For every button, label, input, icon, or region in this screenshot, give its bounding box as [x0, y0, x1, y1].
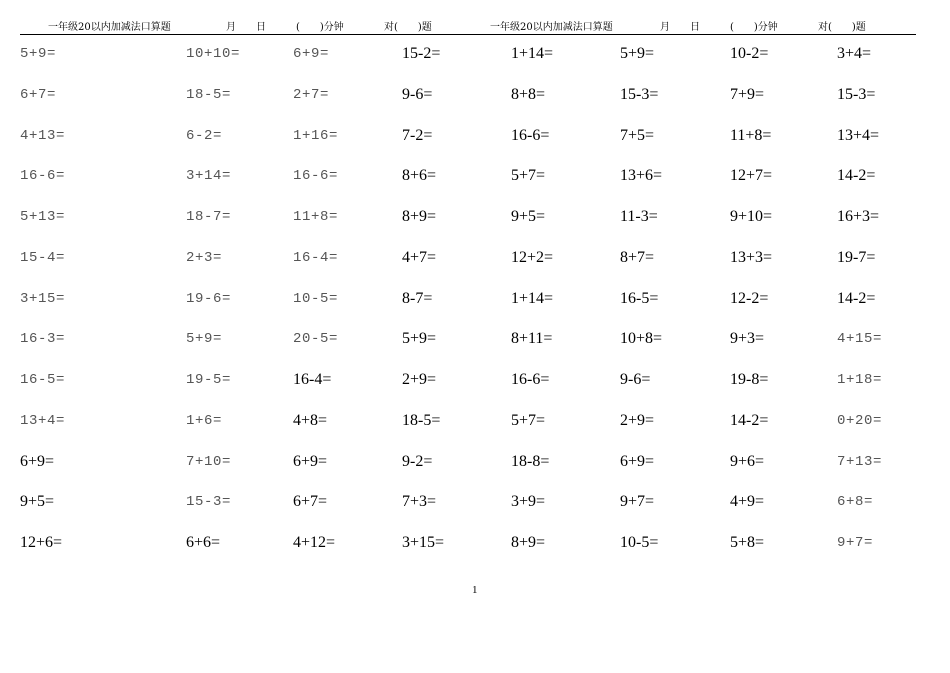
math-problem: 4+8=: [293, 411, 328, 429]
math-problem: 15-4=: [20, 249, 66, 266]
math-problem: 5+9=: [402, 330, 437, 348]
math-problem: 9+7=: [620, 493, 655, 511]
math-problem: 10-5=: [620, 534, 659, 551]
math-problem: 19-7=: [837, 248, 876, 266]
math-problem: 3+15=: [402, 534, 445, 551]
math-problem: 13+4=: [837, 126, 880, 144]
math-problem: 8+7=: [620, 248, 655, 266]
math-problem: 10-5=: [293, 290, 339, 307]
math-problem: 9-6=: [620, 371, 651, 388]
math-problem: 16+3=: [837, 208, 880, 225]
math-problem: 5+13=: [20, 209, 66, 225]
math-problem: 2+7=: [293, 86, 330, 103]
math-problem: 8+9=: [511, 534, 546, 551]
math-problem: 9-2=: [402, 452, 433, 470]
math-problem: 7-2=: [402, 126, 433, 144]
math-problem: 19-5=: [186, 372, 232, 388]
math-problem: 9+6=: [730, 452, 765, 470]
math-problem: 18-5=: [402, 411, 441, 429]
math-problem: 9-6=: [402, 85, 433, 103]
math-problem: 6+7=: [293, 493, 328, 511]
worksheet-title-right: 一年级20以内加减法口算题: [490, 22, 613, 33]
math-problem: 16-4=: [293, 371, 332, 388]
math-problem: 4+7=: [402, 248, 437, 266]
math-problem: 20-5=: [293, 331, 339, 348]
math-problem: 15-2=: [402, 45, 441, 62]
day-label-left: 日: [256, 22, 266, 33]
math-problem: 16-4=: [293, 249, 339, 266]
math-problem: 1+14=: [511, 289, 554, 307]
math-problem: 13+3=: [730, 248, 773, 266]
math-problem: 16-5=: [620, 289, 659, 307]
math-problem: 9+7=: [837, 535, 874, 551]
math-problem: 8-7=: [402, 289, 433, 307]
math-problem: 18-7=: [186, 209, 232, 225]
math-problem: 12+7=: [730, 167, 773, 185]
math-problem: 2+9=: [620, 411, 655, 429]
math-problem: 13+6=: [620, 167, 663, 185]
math-problem: 8+8=: [511, 85, 546, 103]
math-problem: 5+8=: [730, 534, 765, 551]
math-problem: 2+3=: [186, 249, 223, 266]
math-problem: 7+13=: [837, 453, 883, 470]
math-problem: 4+13=: [20, 127, 66, 144]
math-problem: 16-5=: [20, 372, 66, 388]
math-problem: 5+7=: [511, 167, 546, 185]
math-problem: 18-8=: [511, 452, 550, 470]
math-problem: 6+9=: [20, 452, 55, 470]
math-problem: 12+6=: [20, 534, 63, 551]
month-label-right: 月: [660, 22, 670, 33]
math-problem: 13+4=: [20, 412, 66, 429]
math-problem: 6+6=: [186, 534, 221, 551]
math-problem: 15-3=: [186, 494, 232, 511]
math-problem: 4+15=: [837, 331, 883, 348]
math-problem: 12-2=: [730, 289, 769, 307]
math-problem: 6+8=: [837, 494, 874, 511]
math-problem: 0+20=: [837, 412, 883, 429]
math-problem: 19-6=: [186, 290, 232, 307]
math-problem: 1+16=: [293, 127, 339, 144]
correct-count-label-right: 对( )题: [818, 22, 866, 33]
math-problem: 10+8=: [620, 330, 663, 348]
math-problem: 11+8=: [293, 209, 339, 225]
worksheet-title-left: 一年级20以内加减法口算题: [48, 22, 171, 33]
math-problem: 7+9=: [730, 85, 765, 103]
math-problem: 3+9=: [511, 493, 546, 511]
math-problem: 7+3=: [402, 493, 437, 511]
math-problem: 4+9=: [730, 493, 765, 511]
time-label-right: ( )分钟: [730, 22, 778, 33]
math-problem: 9+5=: [511, 208, 546, 225]
math-problem: 16-3=: [20, 331, 66, 348]
math-problem: 14-2=: [837, 167, 876, 185]
math-problem: 11+8=: [730, 126, 772, 144]
math-problem: 8+6=: [402, 167, 437, 185]
math-problem: 2+9=: [402, 371, 437, 388]
math-problem: 15-3=: [837, 85, 876, 103]
math-problem: 19-8=: [730, 371, 769, 388]
math-problem: 1+14=: [511, 45, 554, 62]
math-problem: 6+7=: [20, 86, 57, 103]
month-label-left: 月: [226, 22, 236, 33]
math-problem: 15-3=: [620, 85, 659, 103]
correct-count-label-left: 对( )题: [384, 22, 432, 33]
math-problem: 8+11=: [511, 330, 553, 348]
math-problem: 18-5=: [186, 86, 232, 103]
math-problem: 5+9=: [186, 331, 223, 348]
math-problem: 3+4=: [837, 45, 872, 62]
math-problem: 6-2=: [186, 127, 223, 144]
math-problem: 10+10=: [186, 46, 241, 62]
math-problem: 7+10=: [186, 453, 232, 470]
day-label-right: 日: [690, 22, 700, 33]
math-problem: 3+15=: [20, 290, 66, 307]
math-problem: 3+14=: [186, 168, 232, 185]
math-problem: 11-3=: [620, 208, 658, 225]
page-number: 1: [472, 584, 478, 596]
math-problem: 14-2=: [730, 411, 769, 429]
math-problem: 5+7=: [511, 411, 546, 429]
math-problem: 16-6=: [511, 371, 550, 388]
math-problem: 4+12=: [293, 534, 336, 551]
math-problem: 8+9=: [402, 208, 437, 225]
math-problem: 16-6=: [293, 168, 339, 185]
math-problem: 6+9=: [293, 46, 330, 62]
math-problem: 5+9=: [620, 45, 655, 62]
math-problem: 16-6=: [20, 168, 66, 185]
math-problem: 7+5=: [620, 126, 655, 144]
math-problem: 6+9=: [620, 452, 655, 470]
math-problem: 1+18=: [837, 372, 883, 388]
math-problem: 5+9=: [20, 46, 57, 62]
time-label-left: ( )分钟: [296, 22, 344, 33]
math-problem: 6+9=: [293, 452, 328, 470]
math-problem: 1+6=: [186, 412, 223, 429]
math-problem: 9+5=: [20, 493, 55, 511]
math-problem: 10-2=: [730, 45, 769, 62]
math-problem: 9+3=: [730, 330, 765, 348]
math-problem: 16-6=: [511, 126, 550, 144]
math-problem: 9+10=: [730, 208, 773, 225]
math-problem: 12+2=: [511, 248, 554, 266]
math-problem: 14-2=: [837, 289, 876, 307]
